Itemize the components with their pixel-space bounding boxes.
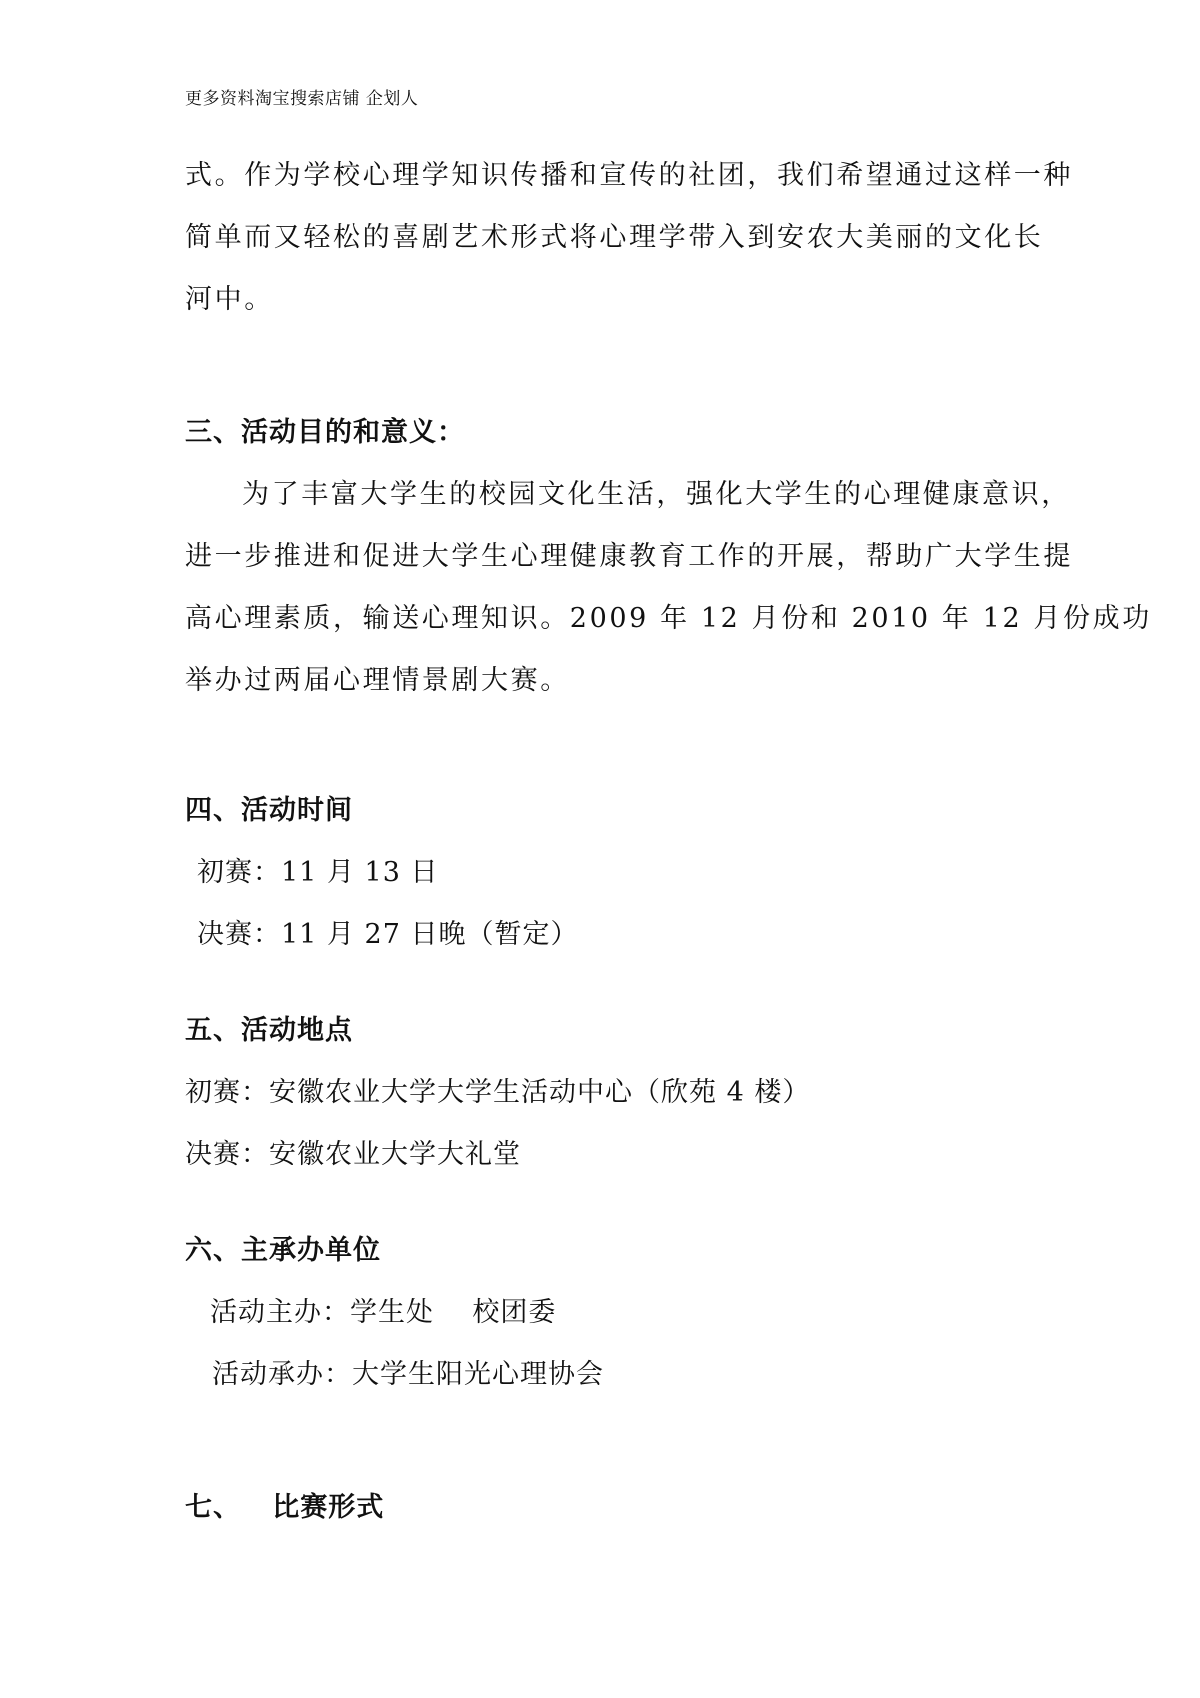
section-3-line-2: 进一步推进和促进大学生心理健康教育工作的开展，帮助广大学生提 <box>185 541 1073 572</box>
section-6-organizer: 活动主办：学生处 校团委 <box>210 1297 557 1328</box>
intro-line-3: 河中。 <box>185 284 274 315</box>
section-4-final: 决赛：11 月 27 日晚（暂定） <box>197 919 579 950</box>
section-5-preliminary: 初赛：安徽农业大学大学生活动中心（欣苑 4 楼） <box>185 1077 811 1108</box>
section-7-heading: 七、 比赛形式 <box>185 1492 385 1523</box>
section-5-heading: 五、活动地点 <box>185 1015 353 1046</box>
section-3-heading: 三、活动目的和意义： <box>185 417 465 448</box>
section-3-line-4: 举办过两届心理情景剧大赛。 <box>185 665 570 696</box>
intro-line-1: 式。作为学校心理学知识传播和宣传的社团，我们希望通过这样一种 <box>185 160 1073 191</box>
section-3-line-1: 为了丰富大学生的校园文化生活，强化大学生的心理健康意识， <box>242 479 1071 510</box>
section-6-heading: 六、主承办单位 <box>185 1235 381 1266</box>
section-6-host: 活动承办：大学生阳光心理协会 <box>212 1359 604 1390</box>
section-4-preliminary: 初赛：11 月 13 日 <box>197 857 439 888</box>
section-4-heading: 四、活动时间 <box>185 795 353 826</box>
intro-line-2: 简单而又轻松的喜剧艺术形式将心理学带入到安农大美丽的文化长 <box>185 222 1044 253</box>
section-3-line-3: 高心理素质，输送心理知识。2009 年 12 月份和 2010 年 12 月份成功 <box>185 603 1152 634</box>
page-header: 更多资料淘宝搜索店铺 企划人 <box>185 89 419 109</box>
section-5-final: 决赛：安徽农业大学大礼堂 <box>185 1139 521 1170</box>
